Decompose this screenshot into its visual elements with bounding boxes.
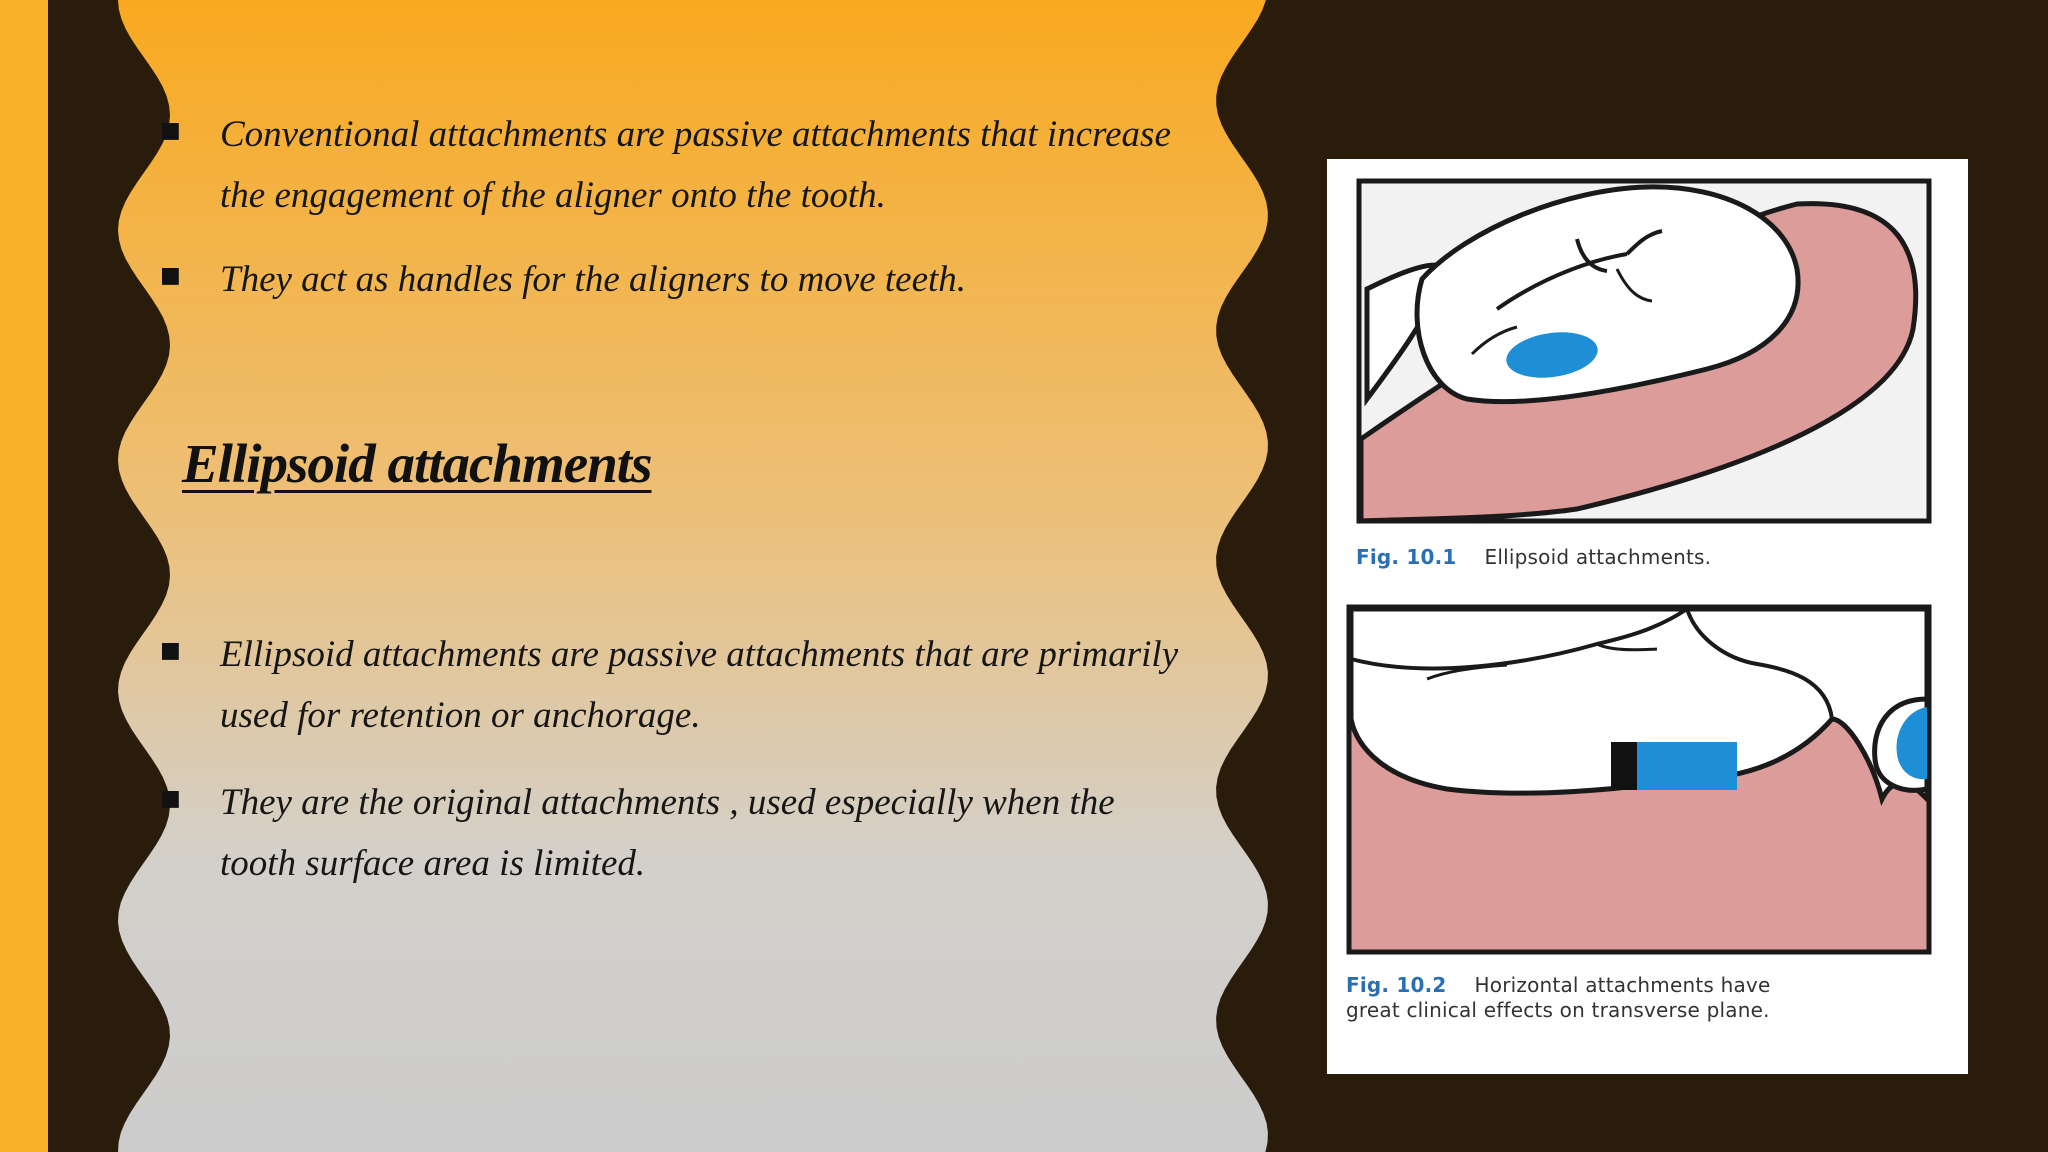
bullet-text: They act as handles for the aligners to move teeth. <box>220 259 967 300</box>
figure-caption-text: Horizontal attachments have <box>1474 973 1771 997</box>
bullet-item <box>160 624 1230 746</box>
bullet-text: They are the original attachments , used especially when the tooth surface area is limited. <box>220 782 1115 884</box>
ellipsoid-attachment-illustration <box>1359 181 1929 521</box>
figure-panel <box>1327 159 1968 1074</box>
bullet-item <box>160 104 1220 226</box>
bullet-square-icon: ■ <box>160 263 181 288</box>
tooth-attachment-illustrations <box>1327 159 1968 1074</box>
bullet-square-icon: ■ <box>160 118 181 143</box>
horizontal-attachment-illustration <box>1349 607 1929 952</box>
figure-caption-1 <box>1356 545 1711 569</box>
figure-caption-text: Ellipsoid attachments. <box>1484 545 1712 569</box>
bullet-item <box>160 772 1180 894</box>
figure-number: Fig. 10.1 <box>1356 545 1457 569</box>
bullet-square-icon: ■ <box>160 786 181 811</box>
section-heading: Ellipsoid attachments <box>182 433 652 494</box>
bullet-item <box>160 249 1220 310</box>
bullet-text: Conventional attachments are passive attachments that increase the engagement of the aligner onto the tooth. <box>220 114 1171 216</box>
figure-caption-2 <box>1346 973 1770 1023</box>
figure-number: Fig. 10.2 <box>1346 973 1447 997</box>
bullet-text: Ellipsoid attachments are passive attachments that are primarily used for retention or anchorage. <box>220 634 1179 736</box>
bullet-square-icon: ■ <box>160 638 181 663</box>
figure-caption-text-line2: great clinical effects on transverse plane. <box>1346 998 1770 1022</box>
